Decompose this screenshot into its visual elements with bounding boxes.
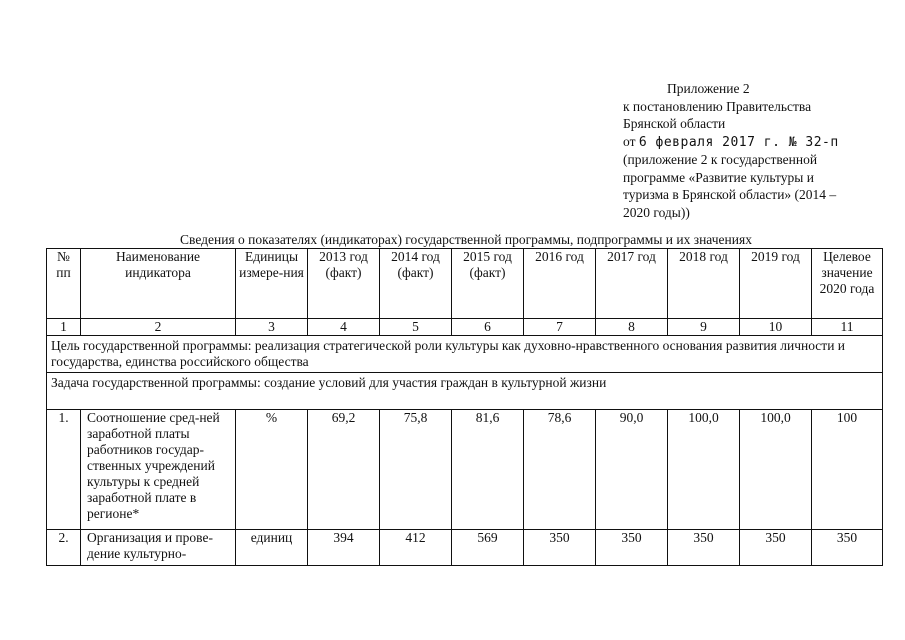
header-cell-2015: 2015 год (факт) xyxy=(452,249,524,319)
header-cell-unit: Единицы измере-ния xyxy=(236,249,308,319)
indicator-name: Соотношение сред-ней заработной платы работников государ-ственных учреждений культуры к средней заработной плате в регионе* xyxy=(81,410,236,530)
column-number: 4 xyxy=(308,319,380,336)
header-line: Брянской области xyxy=(623,116,726,131)
value-2017: 350 xyxy=(596,530,668,566)
column-number-row xyxy=(47,319,883,336)
header-cell-name: Наименование индикатора xyxy=(81,249,236,319)
value-2013: 69,2 xyxy=(308,410,380,530)
indicator-unit: % xyxy=(236,410,308,530)
column-number: 2 xyxy=(81,319,236,336)
table-row xyxy=(47,530,883,566)
handwritten-date-number: 6 февраля 2017 г. № 32-п xyxy=(638,134,839,150)
column-number: 9 xyxy=(668,319,740,336)
indicator-name: Организация и прове-дение культурно- xyxy=(81,530,236,566)
header-cell-2020: Целевое значение 2020 года xyxy=(812,249,883,319)
row-number: 2. xyxy=(47,530,81,566)
value-2016: 78,6 xyxy=(524,410,596,530)
goal-row xyxy=(47,336,883,373)
value-2020: 100 xyxy=(812,410,883,530)
header-line: (приложение 2 к государственной xyxy=(623,152,818,167)
header-cell-2017: 2017 год xyxy=(596,249,668,319)
value-2016: 350 xyxy=(524,530,596,566)
header-cell-2018: 2018 год xyxy=(668,249,740,319)
column-number: 6 xyxy=(452,319,524,336)
table-title: Сведения о показателях (индикаторах) государственной программы, подпрограммы и их значениях xyxy=(180,232,752,247)
value-2017: 90,0 xyxy=(596,410,668,530)
indicator-unit: единиц xyxy=(236,530,308,566)
header-date-line xyxy=(623,133,883,152)
header-cell-2016: 2016 год xyxy=(524,249,596,319)
header-line: к постановлению Правительства xyxy=(623,98,812,114)
header-line: программе «Развитие культуры и xyxy=(623,169,814,185)
table-row xyxy=(47,410,883,530)
value-2019: 100,0 xyxy=(740,410,812,530)
column-number: 8 xyxy=(596,319,668,336)
column-number: 10 xyxy=(740,319,812,336)
value-2018: 100,0 xyxy=(668,410,740,530)
program-goal: Цель государственной программы: реализация стратегической роли культуры как духовно-нравственного основания развития личности и государства, единства российского общества xyxy=(47,336,883,373)
value-2014: 412 xyxy=(380,530,452,566)
header-cell-2014: 2014 год (факт) xyxy=(380,249,452,319)
row-number: 1. xyxy=(47,410,81,530)
column-number: 11 xyxy=(812,319,883,336)
program-task: Задача государственной программы: создание условий для участия граждан в культурной жизни xyxy=(47,373,883,410)
value-2015: 81,6 xyxy=(452,410,524,530)
header-cell-2013: 2013 год (факт) xyxy=(308,249,380,319)
task-row xyxy=(47,373,883,410)
header-line: туризма в Брянской области» (2014 – xyxy=(623,187,837,202)
appendix-header xyxy=(623,80,883,221)
value-2014: 75,8 xyxy=(380,410,452,530)
column-number: 5 xyxy=(380,319,452,336)
value-2015: 569 xyxy=(452,530,524,566)
header-date-prefix: от xyxy=(623,133,636,149)
header-cell-2019: 2019 год xyxy=(740,249,812,319)
appendix-title: Приложение 2 xyxy=(667,81,750,96)
table-header-row xyxy=(47,249,883,319)
header-cell-no: № пп xyxy=(47,249,81,319)
column-number: 1 xyxy=(47,319,81,336)
indicators-table xyxy=(46,248,883,566)
column-number: 3 xyxy=(236,319,308,336)
value-2018: 350 xyxy=(668,530,740,566)
header-line: 2020 годы)) xyxy=(623,204,690,220)
column-number: 7 xyxy=(524,319,596,336)
value-2020: 350 xyxy=(812,530,883,566)
value-2013: 394 xyxy=(308,530,380,566)
value-2019: 350 xyxy=(740,530,812,566)
